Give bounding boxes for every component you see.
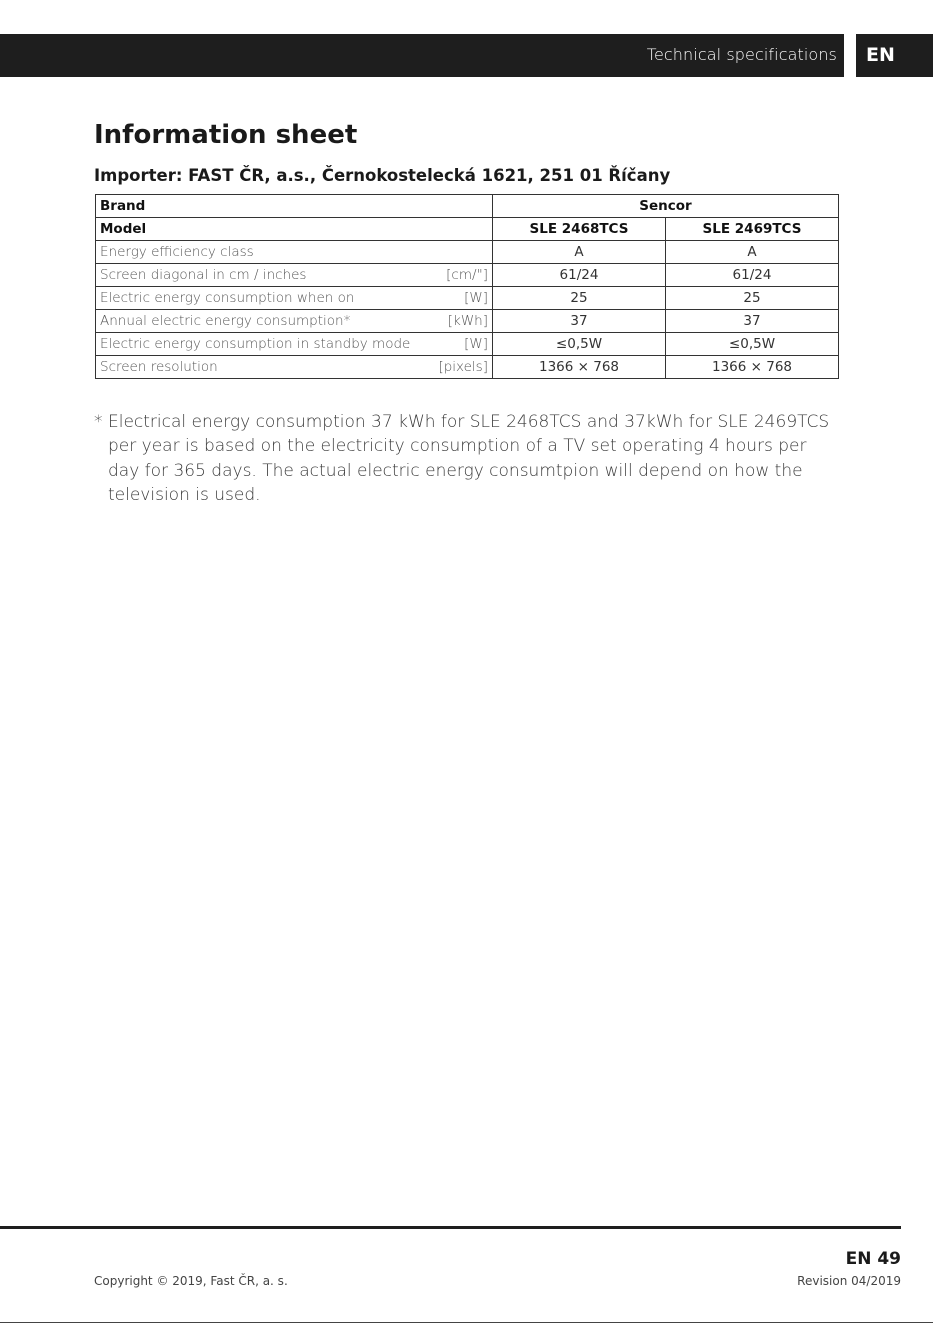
- param-unit: [cm/"]: [446, 267, 488, 283]
- value-cell: 1366 × 768: [666, 356, 839, 379]
- param-label: Screen resolution: [100, 359, 218, 375]
- value-cell: 61/24: [666, 264, 839, 287]
- table-row: [96, 310, 839, 333]
- copyright: Copyright © 2019, Fast ČR, a. s.: [94, 1274, 288, 1288]
- value-cell: A: [493, 241, 666, 264]
- revision: Revision 04/2019: [797, 1274, 901, 1288]
- footer-divider: [0, 1226, 901, 1229]
- table-row-model: [96, 218, 839, 241]
- value-cell: 25: [666, 287, 839, 310]
- table-row: [96, 333, 839, 356]
- value-cell: 25: [493, 287, 666, 310]
- param-label: Screen diagonal in cm / inches: [100, 267, 307, 283]
- value-cell: ≤0,5W: [666, 333, 839, 356]
- table-row-brand: [96, 195, 839, 218]
- model-1: SLE 2468TCS: [493, 218, 666, 241]
- brand-label: Brand: [96, 195, 493, 218]
- model-label: Model: [96, 218, 493, 241]
- value-cell: 37: [666, 310, 839, 333]
- value-cell: 61/24: [493, 264, 666, 287]
- brand-value: Sencor: [493, 195, 839, 218]
- param-unit: [W]: [464, 290, 488, 306]
- table-row: [96, 241, 839, 264]
- table-row: [96, 264, 839, 287]
- footnote-text: Electrical energy consumption 37 kWh for SLE 2468TCS and 37kWh for SLE 2469TCS per year is based on the electricity consumption of a TV set operating 4 hours per day for 365 days. The actual electric energy consumtpion will depend on how the television is used.: [108, 412, 830, 505]
- param-unit: [pixels]: [438, 359, 488, 375]
- section-title: Technical specifications: [646, 45, 837, 64]
- param-label: Annual electric energy consumption*: [100, 313, 351, 329]
- table-row: [96, 287, 839, 310]
- value-cell: 37: [493, 310, 666, 333]
- importer-line: Importer: FAST ČR, a.s., Černokostelecká 1621, 251 01 Říčany: [94, 166, 671, 185]
- param-label: Electric energy consumption in standby mode: [100, 336, 411, 352]
- language-badge: EN: [856, 34, 933, 77]
- value-cell: ≤0,5W: [493, 333, 666, 356]
- model-2: SLE 2469TCS: [666, 218, 839, 241]
- table-row: [96, 356, 839, 379]
- page-title: Information sheet: [94, 120, 358, 150]
- information-sheet-table: [95, 194, 839, 379]
- param-unit: [W]: [464, 336, 488, 352]
- page-bottom-line: [0, 1322, 933, 1323]
- param-unit: [kWh]: [447, 313, 488, 329]
- value-cell: 1366 × 768: [493, 356, 666, 379]
- footnote-mark: *: [94, 412, 103, 432]
- param-label: Energy efficiency class: [100, 244, 254, 260]
- footnote: [94, 410, 839, 507]
- param-label: Electric energy consumption when on: [100, 290, 355, 306]
- page-number: EN 49: [845, 1249, 901, 1269]
- value-cell: A: [666, 241, 839, 264]
